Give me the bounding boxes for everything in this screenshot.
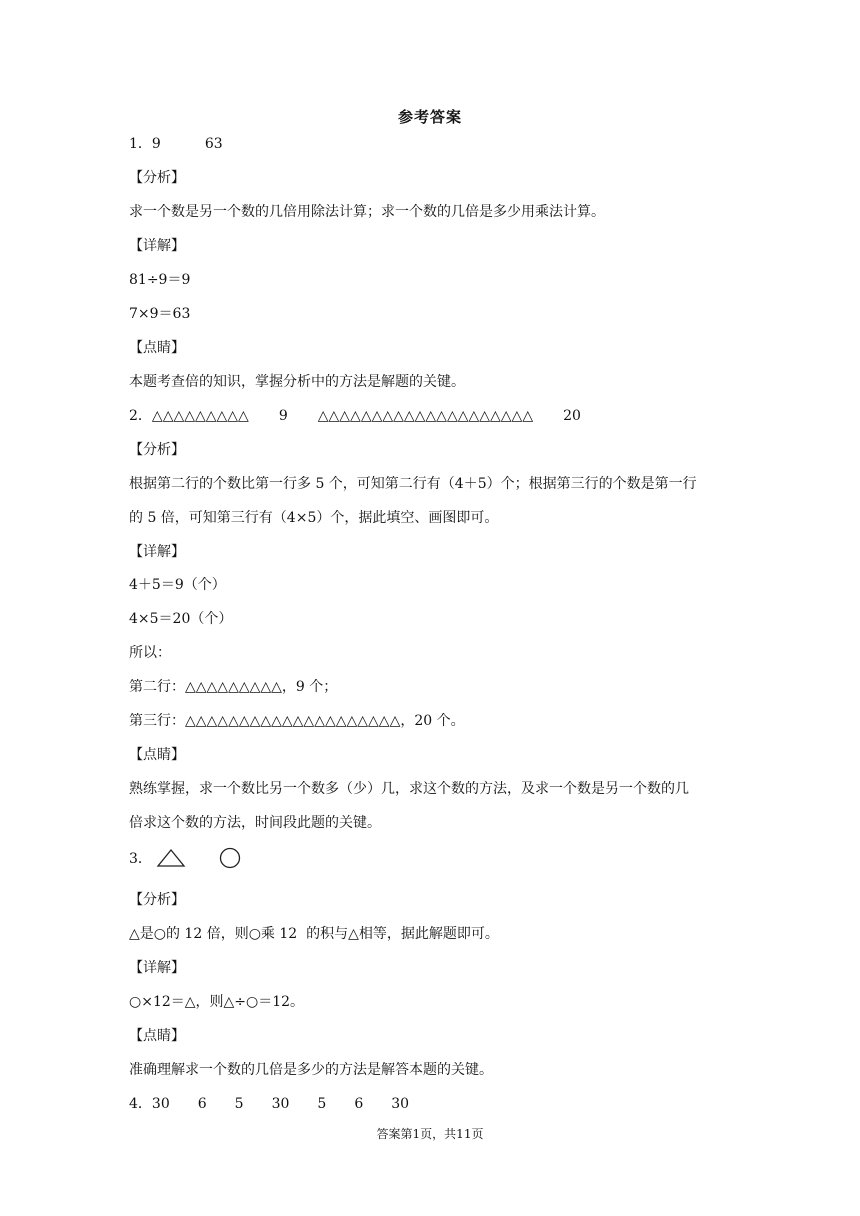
- q1-analysis-text: 求一个数是另一个数的几倍用除法计算；求一个数的几倍是多少用乘法计算。: [129, 204, 605, 220]
- q2-detail-heading: 【详解】: [129, 544, 185, 560]
- q4-value: 30: [271, 1096, 290, 1112]
- q3-analysis-text: △是○的 12 倍，则○乘 12 的积与△相等，据此解题即可。: [129, 926, 499, 942]
- q2-comment-heading: 【点睛】: [129, 747, 185, 763]
- q3-number: 3．: [129, 851, 152, 867]
- q1-answer-line: [129, 134, 223, 154]
- q3-detail-heading: 【详解】: [129, 960, 185, 976]
- q3-analysis-heading: 【分析】: [129, 892, 185, 908]
- q2-answer-line: [129, 406, 581, 426]
- q3-comment-text: 准确理解求一个数的几倍是多少的方法是解答本题的关键。: [129, 1062, 493, 1078]
- triangle-icon: [156, 848, 186, 868]
- q2-comment-text-1: 熟练掌握，求一个数比另一个数多（少）几，求这个数的方法，及求一个数是另一个数的几: [129, 781, 689, 797]
- q1-comment-text: 本题考查倍的知识，掌握分析中的方法是解题的关键。: [129, 374, 465, 390]
- q1-detail-heading: 【详解】: [129, 238, 185, 254]
- q4-number: 4．30: [129, 1096, 170, 1112]
- q2-detail-line-5: 第三行：△△△△△△△△△△△△△△△△△△△△，20 个。: [129, 713, 465, 729]
- q2-detail-line-3: 所以：: [129, 645, 171, 661]
- circle-icon: [218, 846, 242, 870]
- q4-value: 5: [317, 1096, 327, 1112]
- q2-number: 2．: [129, 408, 152, 424]
- q2-analysis-heading: 【分析】: [129, 442, 185, 458]
- q1-analysis-heading: 【分析】: [129, 170, 185, 186]
- q4-value: 30: [391, 1096, 410, 1112]
- page-footer: 答案第1页，共11页: [376, 1127, 484, 1141]
- q1-detail-line-2: 7×9＝63: [129, 306, 191, 322]
- q1-detail-line-1: 81÷9＝9: [129, 272, 191, 288]
- q2-analysis-text-1: 根据第二行的个数比第一行多 5 个，可知第二行有（4＋5）个；根据第三行的个数是第一行: [129, 476, 697, 492]
- q1-number: 1．9: [129, 136, 161, 152]
- q1-comment-heading: 【点睛】: [129, 340, 185, 356]
- q2-detail-line-4: 第二行：△△△△△△△△△，9 个；: [129, 679, 338, 695]
- q2-comment-text-2: 倍求这个数的方法，时间段此题的关键。: [129, 815, 381, 831]
- q4-value: 5: [234, 1096, 244, 1112]
- q4-value: 6: [354, 1096, 364, 1112]
- q2-triangles-9: △△△△△△△△△: [151, 408, 249, 424]
- q2-count-20: 20: [563, 408, 581, 424]
- q2-analysis-text-2: 的 5 倍，可知第三行有（4×5）个，据此填空、画图即可。: [129, 510, 499, 526]
- q2-count-9: 9: [278, 408, 288, 424]
- q2-detail-line-2: 4×5＝20（个）: [129, 611, 233, 627]
- q3-detail-line-1: ○×12＝△，则△÷○＝12。: [129, 994, 305, 1010]
- q2-triangles-20: △△△△△△△△△△△△△△△△△△△△: [317, 408, 534, 424]
- q1-answer-2: 63: [204, 136, 223, 152]
- q4-answer-line: [129, 1094, 409, 1114]
- q2-detail-line-1: 4＋5＝9（个）: [129, 577, 226, 593]
- q4-value: 6: [197, 1096, 207, 1112]
- page-title: 参考答案: [397, 108, 462, 126]
- q3-comment-heading: 【点睛】: [129, 1028, 185, 1044]
